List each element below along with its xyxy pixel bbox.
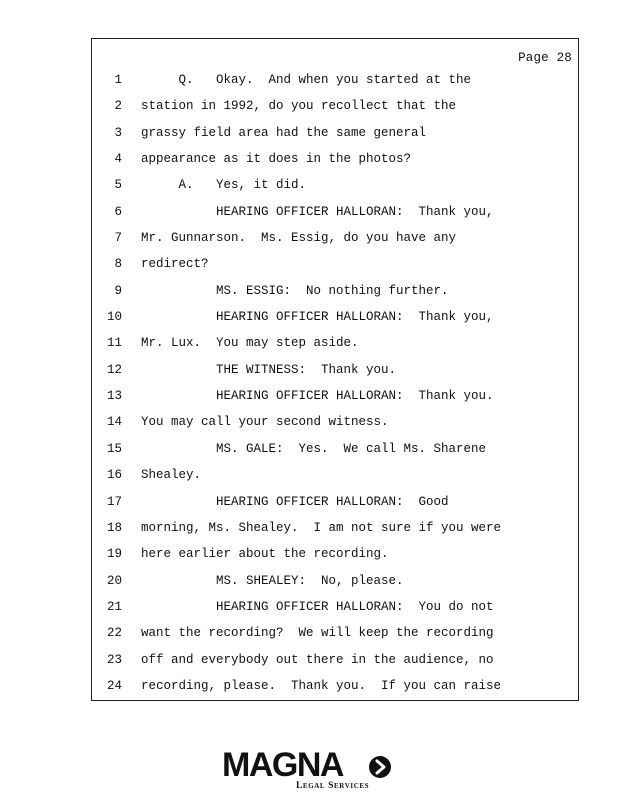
logo-wordmark: MAGNA — [222, 746, 343, 784]
arrow-circle-icon — [368, 755, 392, 779]
line-number: 18 — [106, 520, 122, 535]
transcript-line — [92, 357, 578, 383]
line-text: HEARING OFFICER HALLORAN: You do not — [141, 599, 494, 614]
line-text: MS. GALE: Yes. We call Ms. Sharene — [141, 441, 487, 456]
transcript-line — [92, 93, 578, 119]
transcript-line — [92, 146, 578, 172]
line-text: want the recording? We will keep the recording — [141, 626, 494, 641]
line-number: 2 — [114, 99, 122, 114]
line-number: 24 — [106, 678, 122, 693]
line-number: 12 — [106, 362, 122, 377]
line-text: MS. ESSIG: No nothing further. — [141, 283, 449, 298]
transcript-line — [92, 647, 578, 673]
line-text: off and everybody out there in the audience, no — [141, 652, 494, 667]
transcript-line — [92, 489, 578, 515]
line-number: 3 — [114, 125, 122, 140]
line-text: THE WITNESS: Thank you. — [141, 362, 397, 377]
transcript-page — [91, 38, 579, 701]
transcript-line — [92, 568, 578, 594]
line-number: 10 — [106, 310, 122, 325]
line-number: 22 — [106, 626, 122, 641]
line-text: appearance as it does in the photos? — [141, 152, 412, 167]
line-text: Mr. Lux. You may step aside. — [141, 336, 359, 351]
page-number: Page 28 — [518, 51, 572, 65]
transcript-line — [92, 278, 578, 304]
line-text: station in 1992, do you recollect that the — [141, 99, 457, 114]
logo-tagline: Legal Services — [296, 781, 370, 791]
transcript-line — [92, 199, 578, 225]
magna-logo — [222, 748, 402, 794]
line-text: redirect? — [141, 257, 209, 272]
line-text: recording, please. Thank you. If you can raise — [141, 678, 502, 693]
line-number: 15 — [106, 441, 122, 456]
line-number: 17 — [106, 494, 122, 509]
line-text: Shealey. — [141, 468, 202, 483]
line-number: 5 — [114, 178, 122, 193]
transcript-line — [92, 304, 578, 330]
transcript-line — [92, 594, 578, 620]
line-text: HEARING OFFICER HALLORAN: Thank you, — [141, 204, 494, 219]
transcript-line — [92, 330, 578, 356]
transcript-line — [92, 541, 578, 567]
line-number: 21 — [106, 599, 122, 614]
line-text: HEARING OFFICER HALLORAN: Thank you, — [141, 310, 494, 325]
line-text: MS. SHEALEY: No, please. — [141, 573, 404, 588]
line-text: HEARING OFFICER HALLORAN: Thank you. — [141, 389, 494, 404]
line-number: 1 — [114, 73, 122, 87]
transcript-line — [92, 225, 578, 251]
line-number: 19 — [106, 547, 122, 562]
transcript-line — [92, 515, 578, 541]
line-number: 7 — [114, 231, 122, 246]
transcript-lines — [92, 67, 578, 699]
line-number: 16 — [106, 468, 122, 483]
line-text: Q. Okay. And when you started at the — [141, 73, 472, 87]
transcript-line — [92, 673, 578, 699]
line-number: 14 — [106, 415, 122, 430]
transcript-line — [92, 462, 578, 488]
line-text: here earlier about the recording. — [141, 547, 389, 562]
transcript-line — [92, 409, 578, 435]
transcript-line — [92, 120, 578, 146]
line-number: 9 — [114, 283, 122, 298]
line-number: 4 — [114, 152, 122, 167]
line-text: A. Yes, it did. — [141, 178, 307, 193]
transcript-line — [92, 251, 578, 277]
line-number: 23 — [106, 652, 122, 667]
transcript-line — [92, 67, 578, 93]
line-text: morning, Ms. Shealey. I am not sure if you were — [141, 520, 502, 535]
line-number: 8 — [114, 257, 122, 272]
transcript-line — [92, 620, 578, 646]
line-text: HEARING OFFICER HALLORAN: Good — [141, 494, 449, 509]
line-number: 6 — [114, 204, 122, 219]
line-text: Mr. Gunnarson. Ms. Essig, do you have any — [141, 231, 457, 246]
line-number: 11 — [106, 336, 122, 351]
transcript-line — [92, 383, 578, 409]
transcript-line — [92, 436, 578, 462]
line-text: grassy field area had the same general — [141, 125, 427, 140]
transcript-line — [92, 172, 578, 198]
line-number: 13 — [106, 389, 122, 404]
line-text: You may call your second witness. — [141, 415, 389, 430]
line-number: 20 — [106, 573, 122, 588]
